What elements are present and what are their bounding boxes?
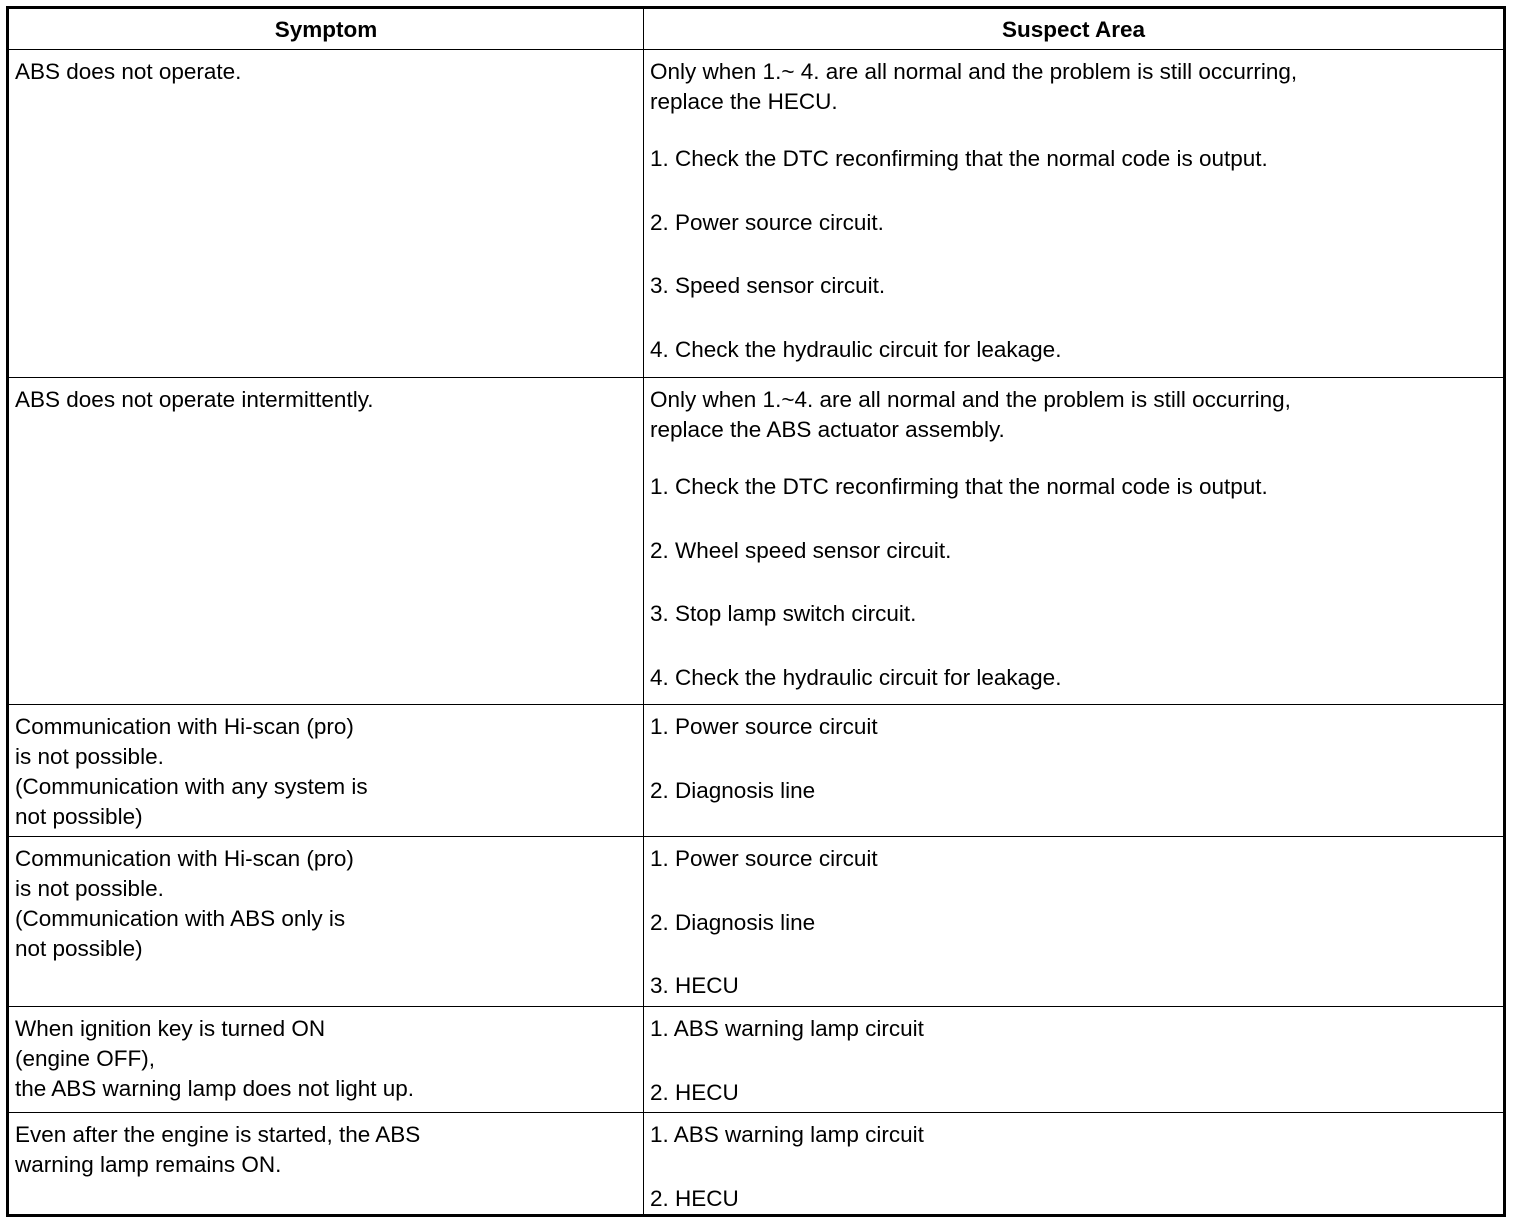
suspect-area-list bbox=[650, 844, 1497, 1001]
suspect-area-item: 3. Stop lamp switch circuit. bbox=[650, 601, 917, 626]
suspect-area-list bbox=[650, 1014, 1497, 1108]
suspect-area-item: 3. Speed sensor circuit. bbox=[650, 273, 886, 298]
suspect-area-item: 2. HECU bbox=[650, 1185, 739, 1211]
symptom-cell: Even after the engine is started, the ABS warning lamp remains ON. bbox=[9, 1113, 644, 1214]
suspect-area-item: 2. Diagnosis line bbox=[650, 777, 816, 803]
suspect-area-list bbox=[650, 472, 1497, 693]
suspect-area-intro: Only when 1.~ 4. are all normal and the problem is still occurring, replace the HECU. bbox=[650, 59, 1298, 114]
suspect-area-cell bbox=[644, 705, 1503, 837]
suspect-area-item: 1. ABS warning lamp circuit bbox=[650, 1122, 924, 1147]
header-suspect-area: Suspect Area bbox=[644, 9, 1503, 50]
suspect-area-list bbox=[650, 712, 1497, 806]
symptom-cell: Communication with Hi-scan (pro) is not possible. (Communication with any system is not possible) bbox=[9, 705, 644, 837]
symptom-cell: ABS does not operate. bbox=[9, 50, 644, 378]
suspect-area-item: 2. Power source circuit. bbox=[650, 209, 884, 235]
header-symptom: Symptom bbox=[9, 9, 644, 50]
troubleshooting-table bbox=[6, 6, 1506, 1217]
suspect-area-intro: Only when 1.~4. are all normal and the problem is still occurring, replace the ABS actuator assembly. bbox=[650, 387, 1291, 442]
suspect-area-cell bbox=[644, 1007, 1503, 1113]
suspect-area-item: 1. Check the DTC reconfirming that the normal code is output. bbox=[650, 146, 1268, 171]
symptom-cell: ABS does not operate intermittently. bbox=[9, 378, 644, 705]
suspect-area-cell bbox=[644, 1113, 1503, 1214]
suspect-area-item: 2. HECU bbox=[650, 1079, 739, 1105]
suspect-area-cell bbox=[644, 837, 1503, 1007]
suspect-area-item: 3. HECU bbox=[650, 973, 739, 998]
suspect-area-item: 4. Check the hydraulic circuit for leakage. bbox=[650, 336, 1062, 362]
suspect-area-cell bbox=[644, 50, 1503, 378]
suspect-area-item: 2. Wheel speed sensor circuit. bbox=[650, 537, 952, 563]
suspect-area-item: 1. Power source circuit bbox=[650, 846, 878, 871]
symptom-cell: When ignition key is turned ON (engine OFF), the ABS warning lamp does not light up. bbox=[9, 1007, 644, 1113]
symptom-cell: Communication with Hi-scan (pro) is not possible. (Communication with ABS only is not possible) bbox=[9, 837, 644, 1007]
suspect-area-item: 1. Power source circuit bbox=[650, 714, 878, 739]
suspect-area-item: 1. ABS warning lamp circuit bbox=[650, 1016, 924, 1041]
suspect-area-cell bbox=[644, 378, 1503, 705]
suspect-area-item: 2. Diagnosis line bbox=[650, 909, 816, 935]
suspect-area-item: 1. Check the DTC reconfirming that the normal code is output. bbox=[650, 474, 1268, 499]
suspect-area-list bbox=[650, 144, 1497, 365]
suspect-area-item: 4. Check the hydraulic circuit for leakage. bbox=[650, 664, 1062, 690]
suspect-area-list bbox=[650, 1120, 1497, 1214]
